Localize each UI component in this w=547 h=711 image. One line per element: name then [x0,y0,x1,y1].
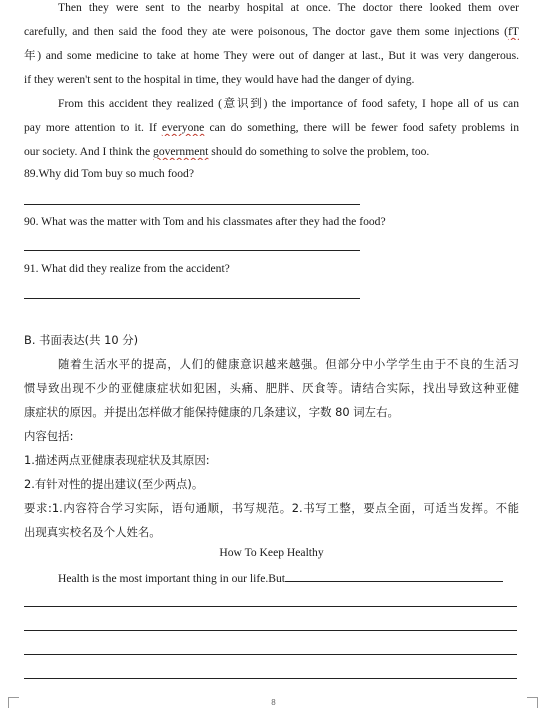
content-item-2: 2.有针对性的提出建议(至少两点)。 [24,477,204,491]
passage-line: 年) and some medicine to take at home They were out of danger at last., But it was very dangerous. [24,49,519,62]
passage-line: From this accident they realized (意识到) the importance of food safety, I hope all of us can [58,97,519,110]
passage-line: if they weren't sent to the hospital in time, they would have had the danger of dying. [24,73,415,86]
requirement-line: 出现真实校名及个人姓名。 [24,525,161,539]
essay-line[interactable] [24,606,517,607]
prompt-line: 康症状的原因。并提出怎样做才能保持健康的几条建议，字数 80 词左右。 [24,405,399,419]
answer-line-89[interactable] [24,204,360,205]
answer-line-91[interactable] [24,298,360,299]
answer-line-90[interactable] [24,250,360,251]
essay-start: Health is the most important thing in our life.But [58,569,519,587]
question-89: 89.Why did Tom buy so much food? [24,167,194,180]
passage-line: pay more attention to it. If everyone can do something, there will be fewer food safety problems in [24,121,519,134]
spelling-mark: everyone [161,121,205,134]
passage-line: carefully, and then said the food they ate were poisonous, The doctor gave them some injections (fT [24,25,519,38]
question-91: 91. What did they realize from the accident? [24,262,230,275]
essay-line[interactable] [24,654,517,655]
passage-line: Then they were sent to the nearby hospital at once. The doctor there looked them over [58,1,519,14]
prompt-line: 随着生活水平的提高，人们的健康意识越来越强。但部分中小学学生由于不良的生活习 [58,357,519,371]
passage-line: our society. And I think the government should do something to solve the problem, too. [24,145,430,158]
spelling-mark: government [153,145,209,158]
content-item-1: 1.描述两点亚健康表现症状及其原因: [24,453,210,467]
essay-blank[interactable] [285,569,503,582]
page-number: 8 [271,698,276,707]
section-heading: B. 书面表达(共 10 分) [24,333,139,347]
prompt-line: 惯导致出现不少的亚健康症状如犯困，头痛、肥胖、厌食等。请结合实际，找出导致这种亚健 [24,381,519,395]
essay-title: How To Keep Healthy [219,546,324,559]
essay-line[interactable] [24,678,517,679]
question-90: 90. What was the matter with Tom and his classmates after they had the food? [24,215,386,228]
requirement-line: 要求:1.内容符合学习实际，语句通顺，书写规范。2.书写工整，要点全面，可适当发挥。不能 [24,501,519,515]
essay-line[interactable] [24,630,517,631]
content-label: 内容包括: [24,429,74,443]
typo-mark: fT [508,25,519,38]
